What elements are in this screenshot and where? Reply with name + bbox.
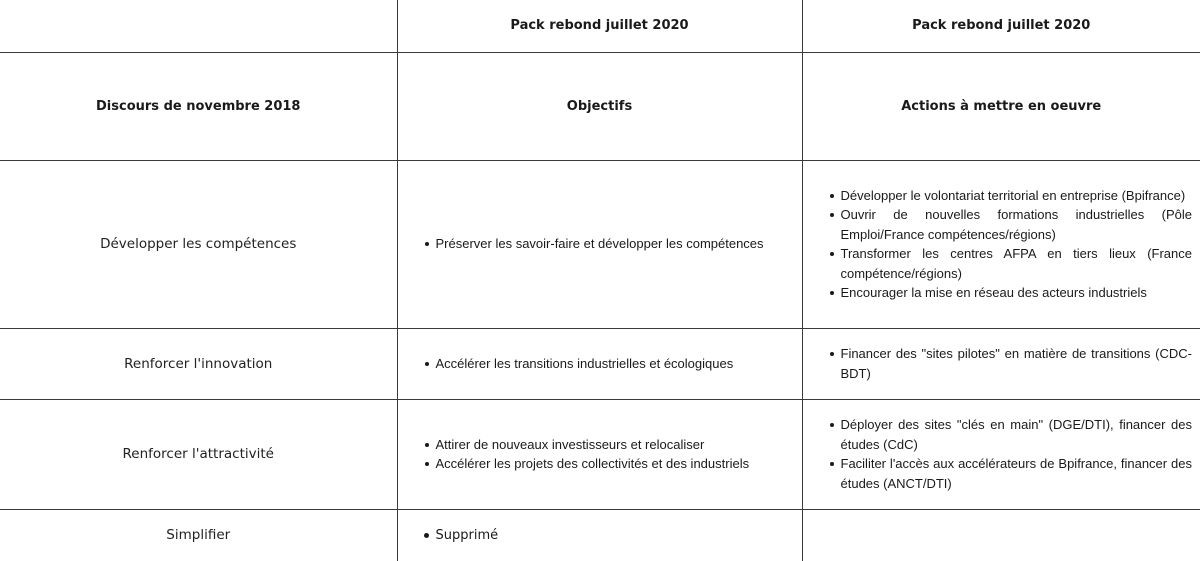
table-row xyxy=(0,160,1200,328)
list-item: Ouvrir de nouvelles formations industrielles (Pôle Emploi/France compétences/régions) xyxy=(841,205,1193,244)
list-item: Transformer les centres AFPA en tiers lieux (France compétence/régions) xyxy=(841,244,1193,283)
row-label-innovation: Renforcer l'innovation xyxy=(0,328,397,399)
objectifs-cell xyxy=(397,509,802,561)
subheader-actions: Actions à mettre en oeuvre xyxy=(802,52,1200,160)
objectifs-list xyxy=(398,234,802,254)
actions-list xyxy=(803,344,1200,383)
list-item: Faciliter l'accès aux accélérateurs de Bpifrance, financer des études (ANCT/DTI) xyxy=(841,454,1193,493)
header-row xyxy=(0,0,1200,52)
objectifs-cell xyxy=(397,328,802,399)
header-pack-rebond-actions: Pack rebond juillet 2020 xyxy=(802,0,1200,52)
list-item: Accélérer les projets des collectivités et des industriels xyxy=(436,454,794,474)
list-item: Encourager la mise en réseau des acteurs industriels xyxy=(841,283,1193,303)
list-item: Attirer de nouveaux investisseurs et relocaliser xyxy=(436,435,794,455)
actions-cell xyxy=(802,160,1200,328)
actions-cell xyxy=(802,399,1200,509)
actions-list xyxy=(803,186,1200,303)
subheader-objectifs: Objectifs xyxy=(397,52,802,160)
table-row xyxy=(0,399,1200,509)
list-item: Accélérer les transitions industrielles et écologiques xyxy=(436,354,794,374)
row-label-competences: Développer les compétences xyxy=(0,160,397,328)
objectifs-list xyxy=(398,435,802,474)
actions-list xyxy=(803,415,1200,493)
subheader-row xyxy=(0,52,1200,160)
objectifs-list xyxy=(398,354,802,374)
list-item: Supprimé xyxy=(436,526,794,546)
row-label-attractivite: Renforcer l'attractivité xyxy=(0,399,397,509)
list-item: Préserver les savoir-faire et développer les compétences xyxy=(436,234,794,254)
list-item: Développer le volontariat territorial en entreprise (Bpifrance) xyxy=(841,186,1193,206)
objectifs-list xyxy=(398,526,802,546)
header-cell-empty xyxy=(0,0,397,52)
row-label-simplifier: Simplifier xyxy=(0,509,397,561)
objectifs-cell xyxy=(397,160,802,328)
objectifs-cell xyxy=(397,399,802,509)
subheader-discours: Discours de novembre 2018 xyxy=(0,52,397,160)
table-row xyxy=(0,328,1200,399)
list-item: Financer des "sites pilotes" en matière de transitions (CDC-BDT) xyxy=(841,344,1193,383)
list-item: Déployer des sites "clés en main" (DGE/DTI), financer des études (CdC) xyxy=(841,415,1193,454)
actions-cell xyxy=(802,328,1200,399)
actions-cell-empty xyxy=(802,509,1200,561)
table-row xyxy=(0,509,1200,561)
header-pack-rebond-objectifs: Pack rebond juillet 2020 xyxy=(397,0,802,52)
